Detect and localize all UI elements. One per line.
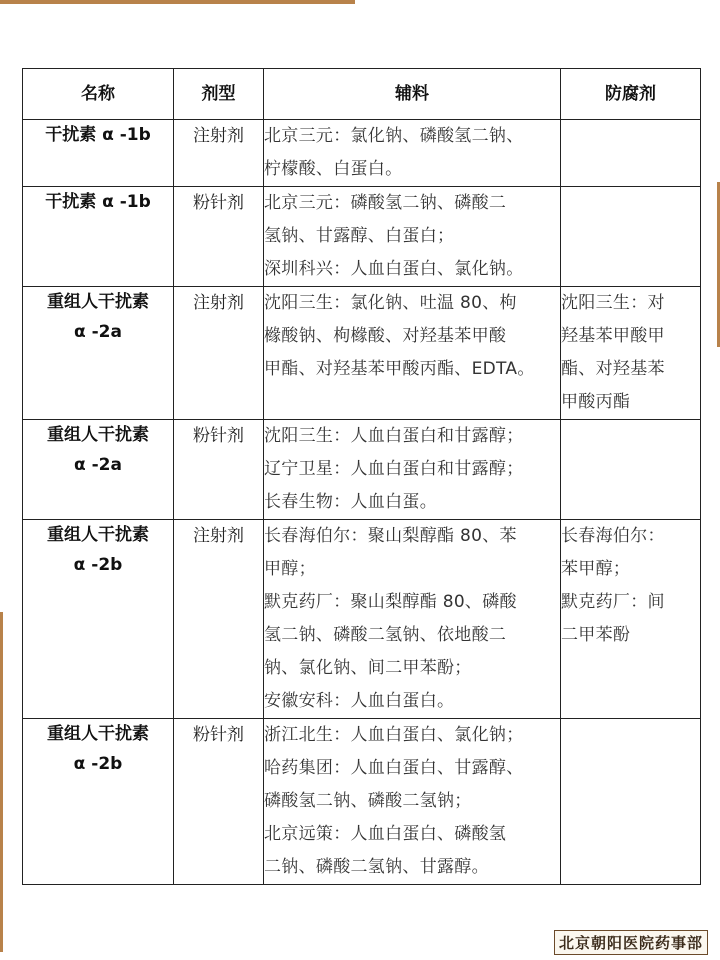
drug-name-cell	[23, 420, 174, 520]
table-row	[23, 420, 701, 520]
drug-name-cell-line: α -2b	[73, 754, 123, 774]
excipient-cell-line: 沈阳三生：氯化钠、吐温 80、枸	[264, 293, 517, 313]
preservative-cell	[561, 120, 701, 187]
drug-name-cell	[23, 120, 174, 187]
table-row	[23, 520, 701, 719]
excipient-cell-line: 氢钠、甘露醇、白蛋白；	[264, 226, 455, 246]
dosage-form-cell: 注射剂	[174, 520, 264, 719]
drug-name-cell-line: 重组人干扰素	[47, 525, 149, 545]
excipient-cell-line: 柠檬酸、白蛋白。	[264, 159, 403, 179]
header-name: 名称	[23, 69, 174, 120]
drug-name-cell-line: 重组人干扰素	[47, 724, 149, 744]
preservative-cell-line: 羟基苯甲酸甲	[561, 326, 665, 346]
preservative-cell-line: 默克药厂：间	[561, 592, 665, 612]
header-excipients: 辅料	[264, 69, 561, 120]
excipient-cell	[264, 187, 561, 287]
excipient-cell-line: 甲醇；	[264, 559, 316, 579]
table-row	[23, 719, 701, 885]
preservative-cell-line: 甲酸丙酯	[561, 392, 631, 412]
excipient-cell-line: 二钠、磷酸二氢钠、甘露醇。	[264, 857, 489, 877]
excipient-cell-line: 浙江北生：人血白蛋白、氯化钠；	[264, 725, 524, 745]
drug-name-cell-line: 重组人干扰素	[47, 425, 149, 445]
preservative-cell-line: 长春海伯尔：	[561, 526, 665, 546]
drug-name-cell-line: 干扰素 α -1b	[45, 192, 151, 212]
decorative-top-line	[0, 0, 355, 4]
table-row	[23, 187, 701, 287]
drug-name-cell-line: α -2a	[74, 322, 122, 342]
excipient-cell-line: 辽宁卫星：人血白蛋白和甘露醇；	[264, 459, 524, 479]
header-dosage-form: 剂型	[174, 69, 264, 120]
excipient-cell-line: 甲酯、对羟基苯甲酸丙酯、EDTA。	[264, 359, 535, 379]
drug-name-cell-line: α -2b	[73, 555, 123, 575]
dosage-form-cell: 注射剂	[174, 120, 264, 187]
excipient-cell-line: 长春海伯尔：聚山梨醇酯 80、苯	[264, 526, 517, 546]
preservative-cell	[561, 187, 701, 287]
excipient-cell-line: 默克药厂：聚山梨醇酯 80、磷酸	[264, 592, 517, 612]
table-row	[23, 287, 701, 420]
preservative-cell	[561, 719, 701, 885]
excipient-cell	[264, 420, 561, 520]
excipient-cell-line: 北京三元：磷酸氢二钠、磷酸二	[264, 193, 507, 213]
drug-name-cell	[23, 520, 174, 719]
interferon-excipient-table	[22, 68, 701, 885]
drug-name-cell	[23, 287, 174, 420]
excipient-cell	[264, 520, 561, 719]
drug-name-cell	[23, 719, 174, 885]
excipient-cell-line: 磷酸氢二钠、磷酸二氢钠；	[264, 791, 472, 811]
preservative-cell-line: 二甲苯酚	[561, 625, 631, 645]
drug-name-cell-line: 重组人干扰素	[47, 292, 149, 312]
dosage-form-cell: 粉针剂	[174, 187, 264, 287]
preservative-cell-line: 苯甲醇；	[561, 559, 631, 579]
decorative-left-line	[0, 612, 3, 952]
preservative-cell-line: 沈阳三生：对	[561, 293, 665, 313]
dosage-form-cell: 注射剂	[174, 287, 264, 420]
table-row	[23, 120, 701, 187]
excipient-cell-line: 长春生物：人血白蛋。	[264, 492, 437, 512]
watermark-label: 北京朝阳医院药事部	[554, 930, 708, 955]
excipient-cell-line: 橼酸钠、枸橼酸、对羟基苯甲酸	[264, 326, 507, 346]
excipient-cell-line: 钠、氯化钠、间二甲苯酚；	[264, 658, 472, 678]
header-preservative: 防腐剂	[561, 69, 701, 120]
preservative-cell	[561, 287, 701, 420]
drug-name-cell	[23, 187, 174, 287]
excipient-cell-line: 哈药集团：人血白蛋白、甘露醇、	[264, 758, 524, 778]
table-header-row	[23, 69, 701, 120]
preservative-cell-line: 酯、对羟基苯	[561, 359, 665, 379]
drug-name-cell-line: α -2a	[74, 455, 122, 475]
excipient-cell	[264, 120, 561, 187]
drug-name-cell-line: 干扰素 α -1b	[45, 125, 151, 145]
excipient-cell-line: 深圳科兴：人血白蛋白、氯化钠。	[264, 259, 524, 279]
excipient-cell-line: 沈阳三生：人血白蛋白和甘露醇；	[264, 426, 524, 446]
excipient-cell-line: 北京三元：氯化钠、磷酸氢二钠、	[264, 126, 524, 146]
excipient-cell-line: 北京远策：人血白蛋白、磷酸氢	[264, 824, 507, 844]
excipient-cell-line: 氢二钠、磷酸二氢钠、依地酸二	[264, 625, 507, 645]
preservative-cell	[561, 420, 701, 520]
dosage-form-cell: 粉针剂	[174, 719, 264, 885]
excipient-cell-line: 安徽安科：人血白蛋白。	[264, 691, 455, 711]
excipient-cell	[264, 719, 561, 885]
excipient-cell	[264, 287, 561, 420]
preservative-cell	[561, 520, 701, 719]
dosage-form-cell: 粉针剂	[174, 420, 264, 520]
